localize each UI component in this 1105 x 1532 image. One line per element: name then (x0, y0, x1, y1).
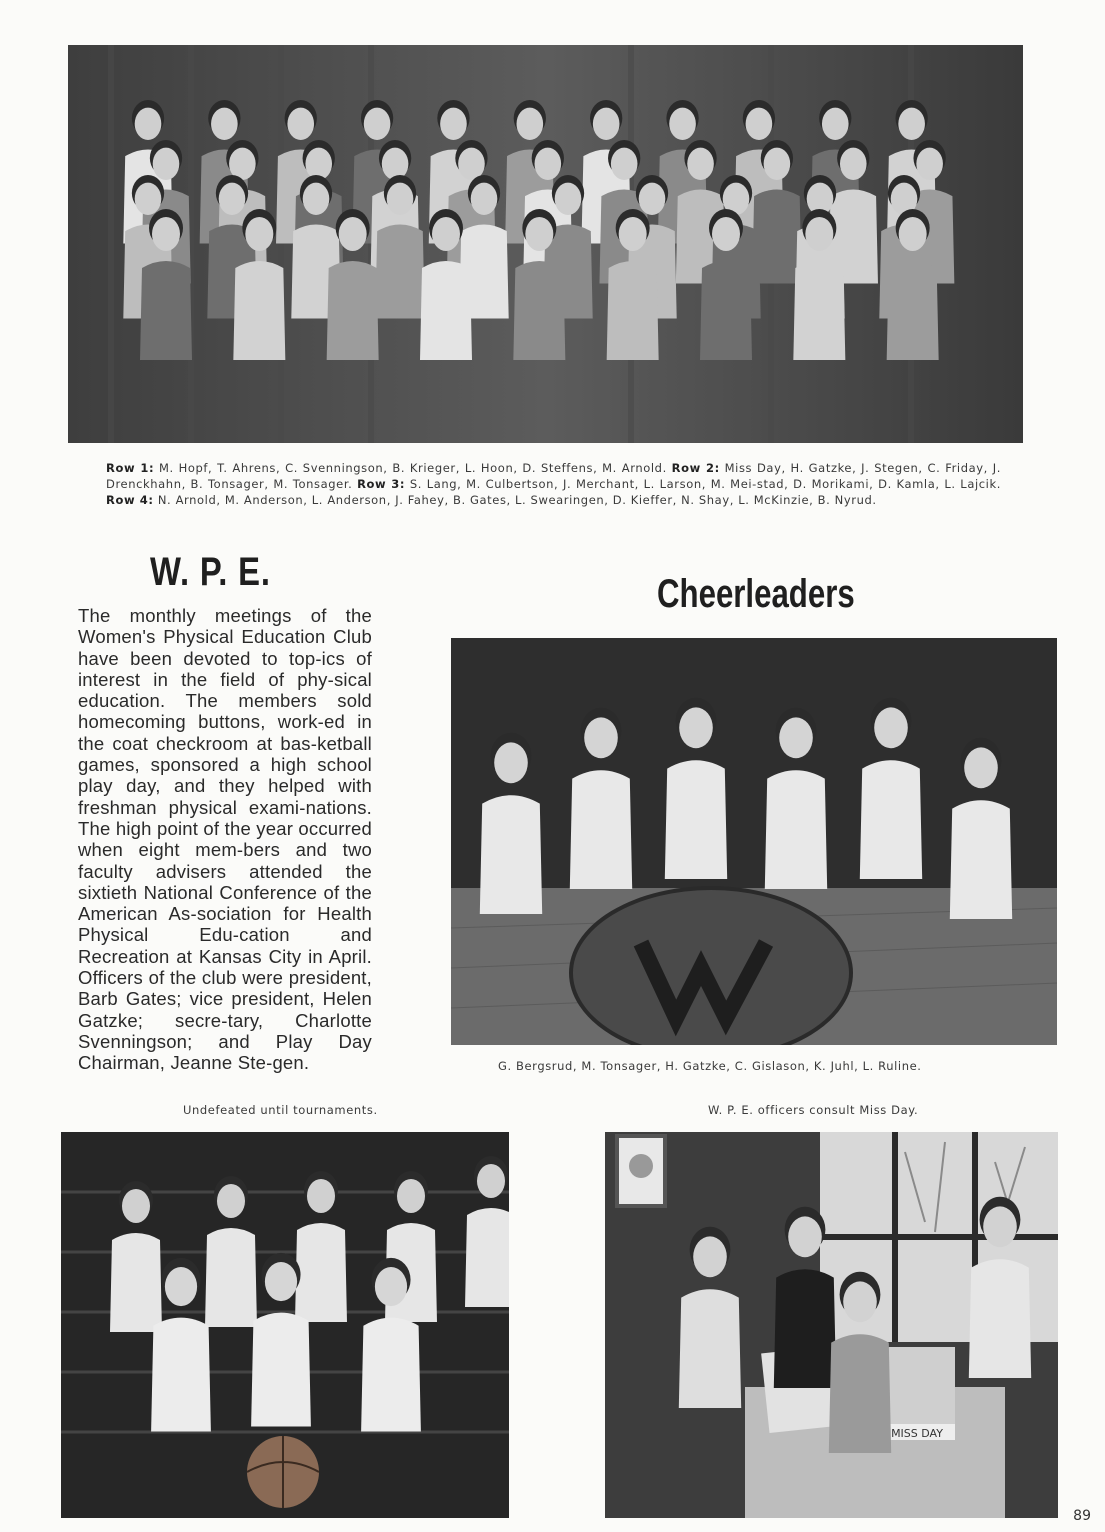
row-names: N. Arnold, M. Anderson, L. Anderson, J. Fahey, B. Gates, L. Swearingen, D. Kieffer, N. Shay, L. McKinzie, B. Nyrud. (153, 493, 877, 507)
cheerleaders-photo-image (451, 638, 1057, 1045)
wpe-heading: W. P. E. (150, 550, 271, 594)
group-photo-caption (106, 460, 1001, 508)
basketball-team-photo (61, 1132, 509, 1518)
row-label: Row 3: (357, 477, 406, 491)
officers-caption: W. P. E. officers consult Miss Day. (708, 1103, 919, 1117)
row-names: Miss Day, H. Gatzke, J. Stegen, C. Friday, J. Drenckhahn, B. Tonsager, M. Tonsager. (106, 461, 1001, 491)
cheerleaders-heading: Cheerleaders (657, 572, 855, 616)
row-label: Row 2: (671, 461, 720, 475)
group-photo (68, 45, 1023, 443)
row-names: S. Lang, M. Culbertson, J. Merchant, L. Larson, M. Mei-stad, D. Morikami, D. Kamla, L. Lajcik. (405, 477, 1001, 491)
box-label: MISS DAY (891, 1427, 943, 1440)
row-label: Row 4: (106, 493, 154, 507)
cheerleaders-caption: G. Bergsrud, M. Tonsager, H. Gatzke, C. Gislason, K. Juhl, L. Ruline. (498, 1059, 922, 1073)
row-names: M. Hopf, T. Ahrens, C. Svenningson, B. Krieger, L. Hoon, D. Steffens, M. Arnold. (154, 461, 672, 475)
basketball-caption: Undefeated until tournaments. (183, 1103, 378, 1117)
basketball-photo-image (61, 1132, 509, 1518)
officers-photo-image (605, 1132, 1058, 1518)
group-photo-image (68, 45, 1023, 443)
wpe-body-text: The monthly meetings of the Women's Physical Education Club have been devoted to top-ics of interest in the field of phy-sical education. The members sold homecoming buttons, work-ed in the coat checkroom at bas-ketball games, sponsored a high school play day, and they helped with freshman physical exami-nations. The high point of the year occurred when eight mem-bers and two faculty advisers attended the sixtieth National Conference of the American As-sociation for Health Physical Edu-cation and Recreation at Kansas City in April. Officers of the club were president, Barb Gates; vice president, Helen Gatzke; secre-tary, Charlotte Svenningson; and Play Day Chairman, Jeanne Ste-gen. (78, 605, 372, 1074)
page-number: 89 (1073, 1508, 1091, 1524)
row-label: Row 1: (106, 461, 155, 475)
cheerleaders-photo (451, 638, 1057, 1045)
officers-photo (605, 1132, 1058, 1518)
